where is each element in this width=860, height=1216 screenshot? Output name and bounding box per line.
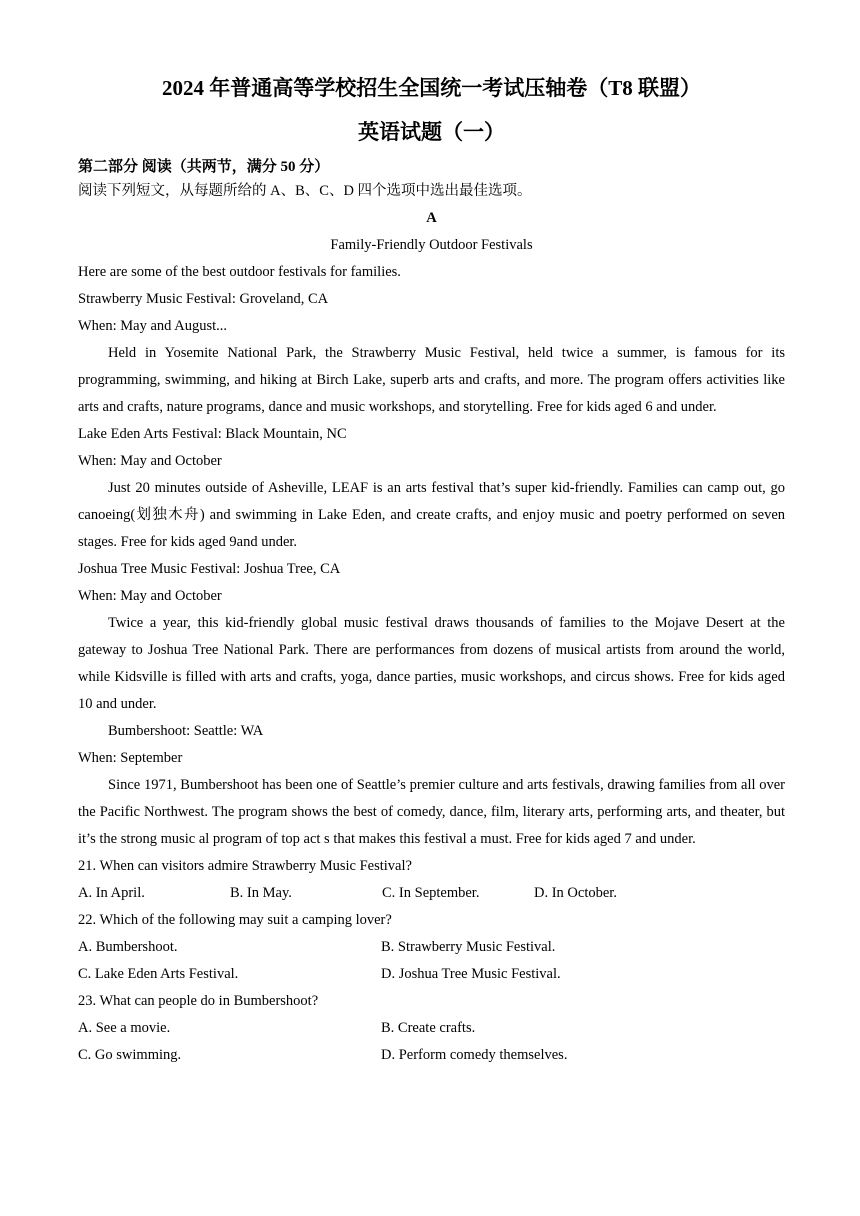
question-stem: 23. What can people do in Bumbershoot?	[78, 993, 319, 1009]
festival-name: Strawberry Music Festival: Groveland, CA	[78, 291, 329, 307]
festival-name: Lake Eden Arts Festival: Black Mountain, NC	[78, 426, 347, 442]
passage-intro: Here are some of the best outdoor festivals for families.	[78, 264, 401, 280]
festival-when: When: May and August...	[78, 318, 228, 334]
question-stem: 21. When can visitors admire Strawberry Music Festival?	[78, 858, 412, 874]
section-heading: 第二部分 阅读（共两节，满分 50 分）	[78, 159, 330, 175]
option-d[interactable]: D. In October.	[534, 885, 617, 901]
festival-name: Bumbershoot: Seattle: WA	[108, 723, 264, 739]
festival-description: Just 20 minutes outside of Asheville, LEAF is an arts festival that’s super kid-friendly. Families can camp out, go canoeing(划独木舟) and swimming in Lake Eden, and create crafts, and enjoy music and poetry performed on seven stages. Free for kids aged 9and under.	[78, 480, 785, 550]
exam-subtitle: 英语试题（一）	[358, 120, 505, 144]
festival-when: When: May and October	[78, 453, 222, 469]
question-options	[78, 880, 785, 907]
option-c[interactable]: C. Lake Eden Arts Festival.	[78, 966, 239, 982]
option-c[interactable]: C. Go swimming.	[78, 1047, 182, 1063]
festival-name: Joshua Tree Music Festival: Joshua Tree, CA	[78, 561, 341, 577]
option-d[interactable]: D. Perform comedy themselves.	[381, 1047, 568, 1063]
question-stem: 22. Which of the following may suit a camping lover?	[78, 912, 392, 928]
festival-description: Since 1971, Bumbershoot has been one of Seattle’s premier culture and arts festivals, drawing families from all over the Pacific Northwest. The program shows the best of comedy, dance, film, literary arts, performing arts, and theater, but it’s the strong music al program of top act s that makes this festival a must. Free for kids aged 7 and under.	[78, 777, 785, 847]
exam-page	[78, 72, 785, 1069]
festival-when: When: May and October	[78, 588, 222, 604]
passage-label: A	[426, 210, 437, 226]
option-d[interactable]: D. Joshua Tree Music Festival.	[381, 966, 561, 982]
question-options	[78, 1015, 785, 1069]
passage-title: Family-Friendly Outdoor Festivals	[330, 237, 533, 253]
option-a[interactable]: A. In April.	[78, 885, 145, 901]
option-a[interactable]: A. Bumbershoot.	[78, 939, 178, 955]
option-c[interactable]: C. In September.	[382, 885, 480, 901]
question-options	[78, 934, 785, 988]
section-instruction: 阅读下列短文，从每题所给的 A、B、C、D 四个选项中选出最佳选项。	[78, 183, 532, 199]
festival-description: Held in Yosemite National Park, the Strawberry Music Festival, held twice a summer, is famous for its programming, swimming, and hiking at Birch Lake, superb arts and crafts, and more. The program offers activities like arts and crafts, nature programs, dance and music workshops, and storytelling. Free for kids aged 6 and under.	[78, 345, 785, 415]
exam-title: 2024 年普通高等学校招生全国统一考试压轴卷（T8 联盟）	[161, 76, 701, 100]
option-a[interactable]: A. See a movie.	[78, 1020, 171, 1036]
festival-description: Twice a year, this kid-friendly global music festival draws thousands of families to the Mojave Desert at the gateway to Joshua Tree National Park. There are performances from dozens of musical artists from around the world, while Kidsville is filled with arts and crafts, yoga, dance parties, music workshops, and circus shows. Free for kids aged 10 and under.	[78, 615, 785, 712]
option-b[interactable]: B. Create crafts.	[381, 1020, 476, 1036]
option-b[interactable]: B. In May.	[230, 885, 292, 901]
option-b[interactable]: B. Strawberry Music Festival.	[381, 939, 556, 955]
festival-when: When: September	[78, 750, 183, 766]
